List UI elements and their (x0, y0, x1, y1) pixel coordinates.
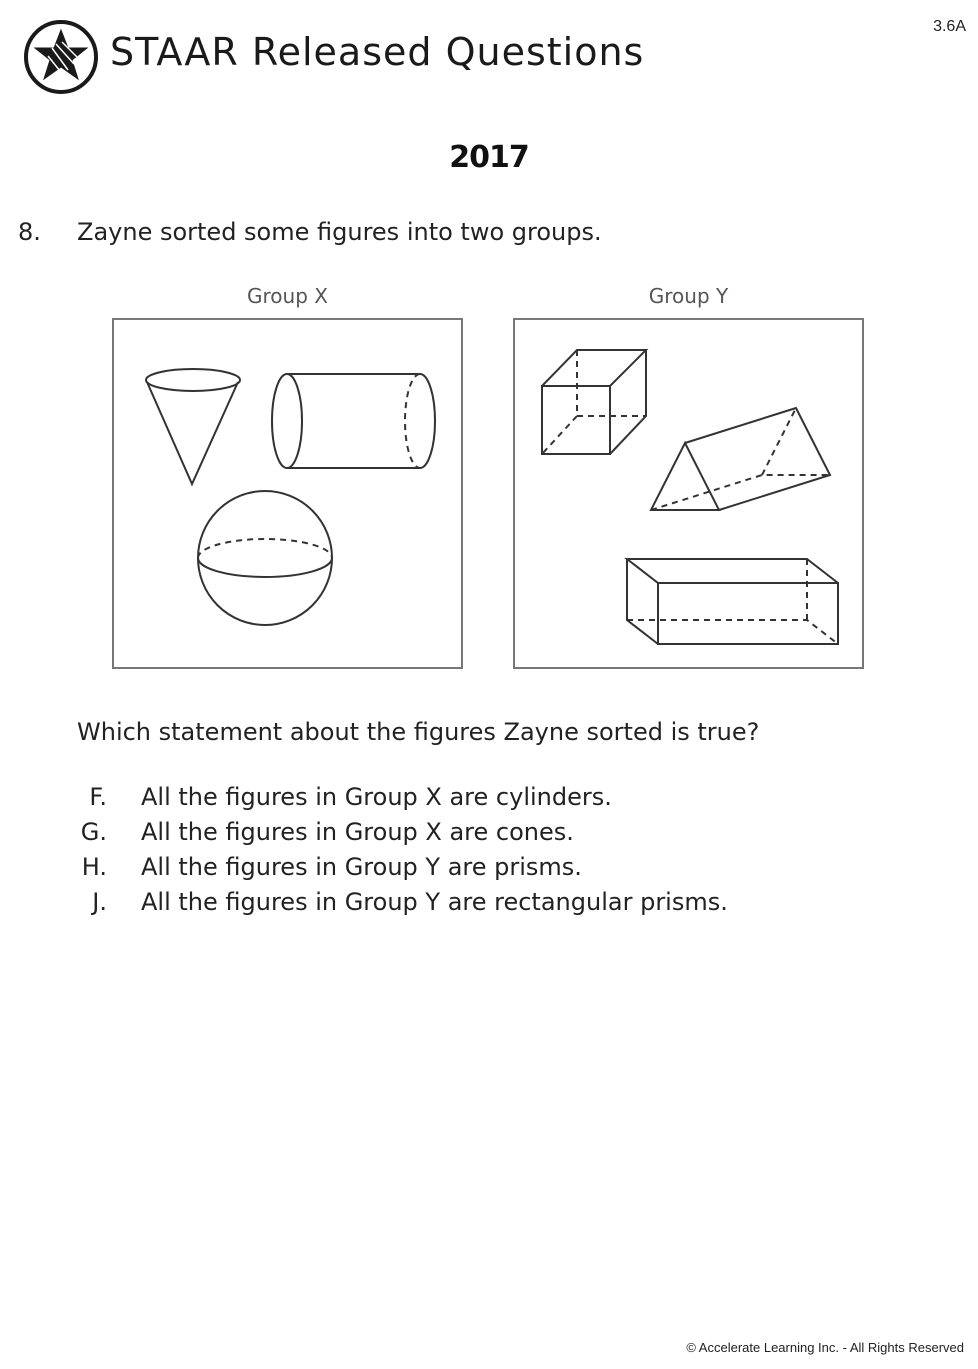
year-heading: 2017 (449, 140, 529, 175)
star-circle-logo-icon (22, 18, 100, 96)
group-y-box (513, 318, 864, 669)
choice-letter: H. (81, 853, 107, 881)
standard-code: 3.6A (933, 18, 966, 35)
choice-letter: J. (92, 888, 107, 916)
group-x-label: Group X (247, 284, 328, 308)
copyright-footer: © Accelerate Learning Inc. - All Rights Reserved (686, 1340, 964, 1355)
choice-text: All the figures in Group X are cones. (141, 818, 574, 846)
group-x-box (112, 318, 463, 669)
question-prompt: Which statement about the figures Zayne sorted is true? (77, 718, 760, 746)
question-number: 8. (18, 218, 41, 246)
rectangular-prism-icon (627, 559, 838, 644)
cube-icon (542, 350, 646, 454)
choice-text: All the figures in Group X are cylinders. (141, 783, 612, 811)
cylinder-icon (272, 374, 435, 468)
choice-letter: G. (80, 818, 107, 846)
choice-text: All the figures in Group Y are prisms. (141, 853, 582, 881)
question-text: Zayne sorted some figures into two groups. (77, 218, 602, 246)
group-y-label: Group Y (648, 284, 729, 308)
choice-text: All the figures in Group Y are rectangular prisms. (141, 888, 728, 916)
sphere-icon (198, 491, 332, 625)
cone-icon (146, 369, 240, 484)
page-title: STAAR Released Questions (110, 30, 645, 74)
choice-letter: F. (89, 783, 107, 811)
triangular-prism-icon (651, 408, 830, 510)
